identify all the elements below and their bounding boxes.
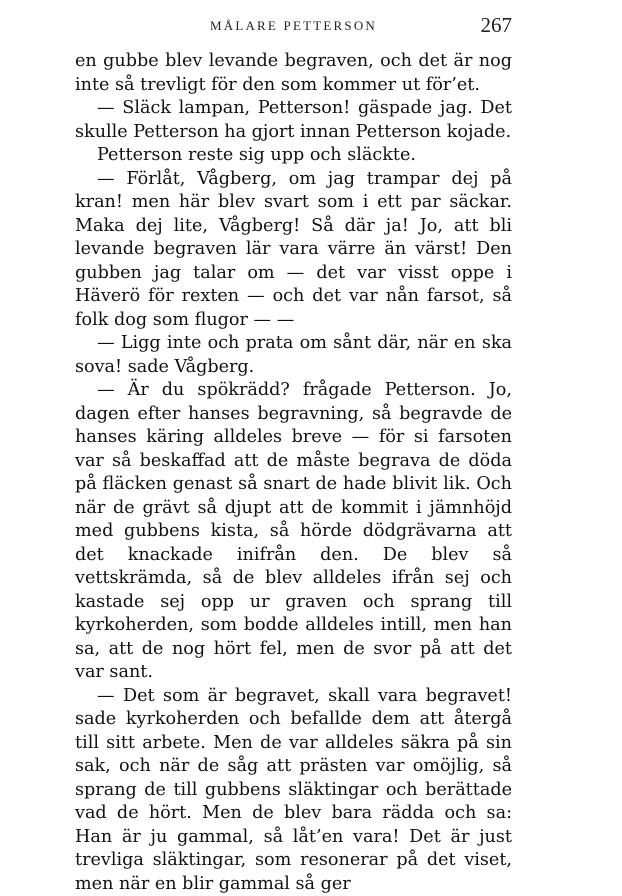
running-title: MÅLARE PETTERSON [75,18,512,34]
paragraph-1: en gubbe blev levande begraven, och det är nog inte så trevligt för den som kommer ut för’et. [75,50,512,97]
paragraph-5: — Ligg inte och prata om sånt där, när en ska sova! sade Vågberg. [75,332,512,379]
paragraph-7: — Det som är begravet, skall vara begravet! sade kyrkoherden och befallde dem att återgå till sitt arbete. Men de var alldeles säkra på sin sak, och när de såg att prästen var omöjlig, så sprang de till gubbens släktingar och berättade vad de hört. Men de blev bara rädda och sa: Han är ju gammal, så låt’en vara! Det är just trevliga släktingar, som resonerar på det viset, men när en blir gammal så ger [75,685,512,896]
body-text [75,50,512,896]
paragraph-4: — Förlåt, Vågberg, om jag trampar dej på kran! men här blev svart som i ett par säckar. Maka dej lite, Vågberg! Så där ja! Jo, att bli levande begraven lär vara värre än värst! Den gubben jag talar om — det var visst oppe i Häverö för rexten — och det var nån farsot, så folk dog som flugor — — [75,168,512,333]
paragraph-3: Petterson reste sig upp och släckte. [75,144,512,168]
running-head [75,16,512,40]
paragraph-2: — Släck lampan, Petterson! gäspade jag. Det skulle Petterson ha gjort innan Petterson kojade. [75,97,512,144]
paragraph-6: — Är du spökrädd? frågade Petterson. Jo, dagen efter hanses begravning, så begravde de hanses käring alldeles breve — för si farsoten var så beskaffad att de måste begrava de döda på fläcken genast så snart de hade blivit lik. Och när de grävt så djupt att de kommit i jämnhöjd med gubbens kista, så hörde dödgrävarna att det knackade inifrån den. De blev så vettskrämda, så de blev alldeles ifrån sej och kastade sej opp ur graven och sprang till kyrkoherden, som bodde alldeles intill, men han sa, att de nog hört fel, men de svor på att det var sant. [75,379,512,685]
page-number: 267 [481,13,513,38]
